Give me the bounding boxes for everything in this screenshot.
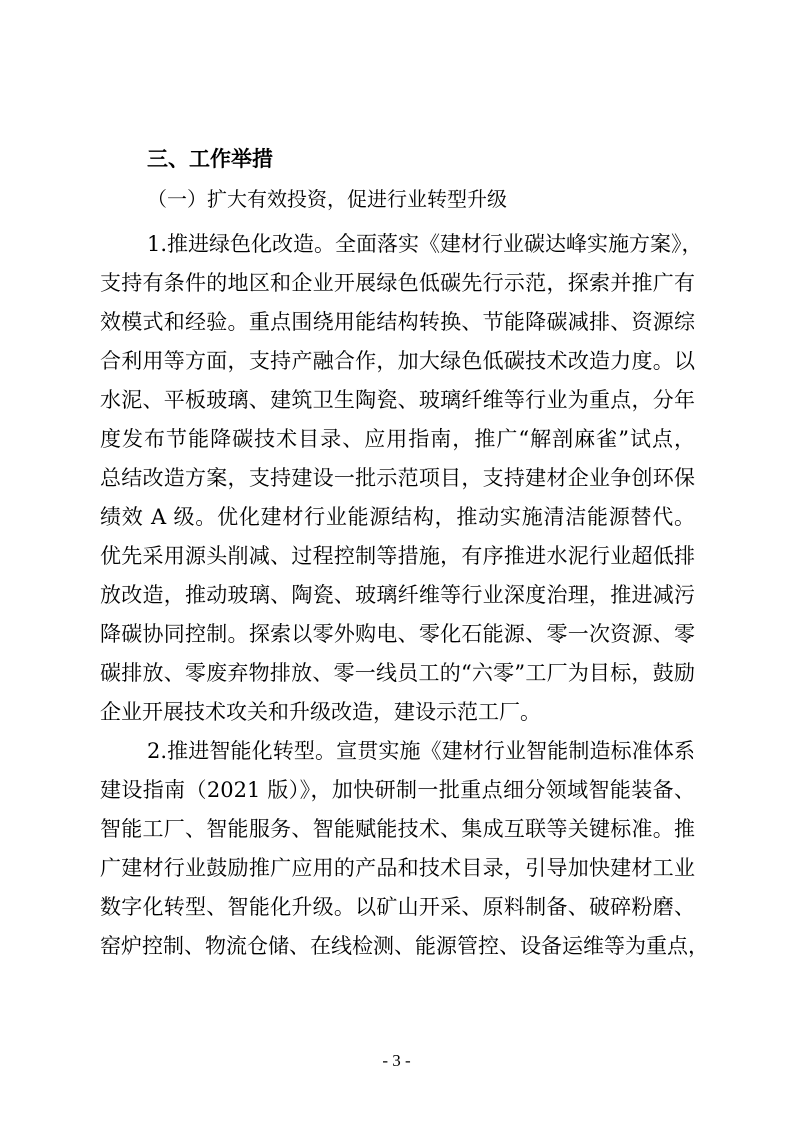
- paragraph-1-line-5: 水泥、平板玻璃、建筑卫生陶瓷、玻璃纤维等行业为重点，分年: [100, 388, 695, 412]
- paragraph-1-line-8: 绩效 A 级。优化建材行业能源结构，推动实施清洁能源替代。: [100, 505, 695, 529]
- paragraph-1-line-11: 降碳协同控制。探索以零外购电、零化石能源、零一次资源、零: [100, 622, 695, 646]
- paragraph-1-line-2: 支持有条件的地区和企业开展绿色低碳先行示范，探索并推广有: [100, 271, 695, 295]
- paragraph-1-line-3: 效模式和经验。重点围绕用能结构转换、节能降碳减排、资源综: [100, 310, 695, 334]
- paragraph-2-line-5: 数字化转型、智能化升级。以矿山开采、原料制备、破碎粉磨、: [100, 895, 695, 919]
- paragraph-2-line-2: 建设指南（2021 版）》，加快研制一批重点细分领域智能装备、: [100, 778, 695, 802]
- subsection-heading: （一）扩大有效投资，促进行业转型升级: [147, 187, 507, 211]
- paragraph-1-line-1: 1.推进绿色化改造。全面落实《建材行业碳达峰实施方案》，: [147, 232, 703, 256]
- paragraph-1-line-4: 合利用等方面，支持产融合作，加大绿色低碳技术改造力度。以: [100, 349, 695, 373]
- paragraph-2-line-3: 智能工厂、智能服务、智能赋能技术、集成互联等关键标准。推: [100, 817, 695, 841]
- paragraph-2-line-1: 2.推进智能化转型。宣贯实施《建材行业智能制造标准体系: [147, 739, 695, 763]
- paragraph-1-line-10: 放改造，推动玻璃、陶瓷、玻璃纤维等行业深度治理，推进减污: [100, 583, 695, 607]
- section-heading: 三、工作举措: [147, 147, 273, 171]
- paragraph-2-line-4: 广建材行业鼓励推广应用的产品和技术目录，引导加快建材工业: [100, 856, 695, 880]
- paragraph-2-line-6: 窑炉控制、物流仓储、在线检测、能源管控、设备运维等为重点，: [100, 934, 709, 958]
- paragraph-1-line-6: 度发布节能降碳技术目录、应用指南，推广“解剖麻雀”试点，: [100, 427, 695, 451]
- paragraph-1-line-7: 总结改造方案，支持建设一批示范项目，支持建材企业争创环保: [100, 466, 695, 490]
- paragraph-1-line-12: 碳排放、零废弃物排放、零一线员工的“六零”工厂为目标，鼓励: [100, 661, 695, 685]
- page-number: - 3 -: [382, 1051, 411, 1070]
- paragraph-1-line-13: 企业开展技术攻关和升级改造，建设示范工厂。: [100, 700, 541, 724]
- paragraph-1-line-9: 优先采用源头削减、过程控制等措施，有序推进水泥行业超低排: [100, 544, 695, 568]
